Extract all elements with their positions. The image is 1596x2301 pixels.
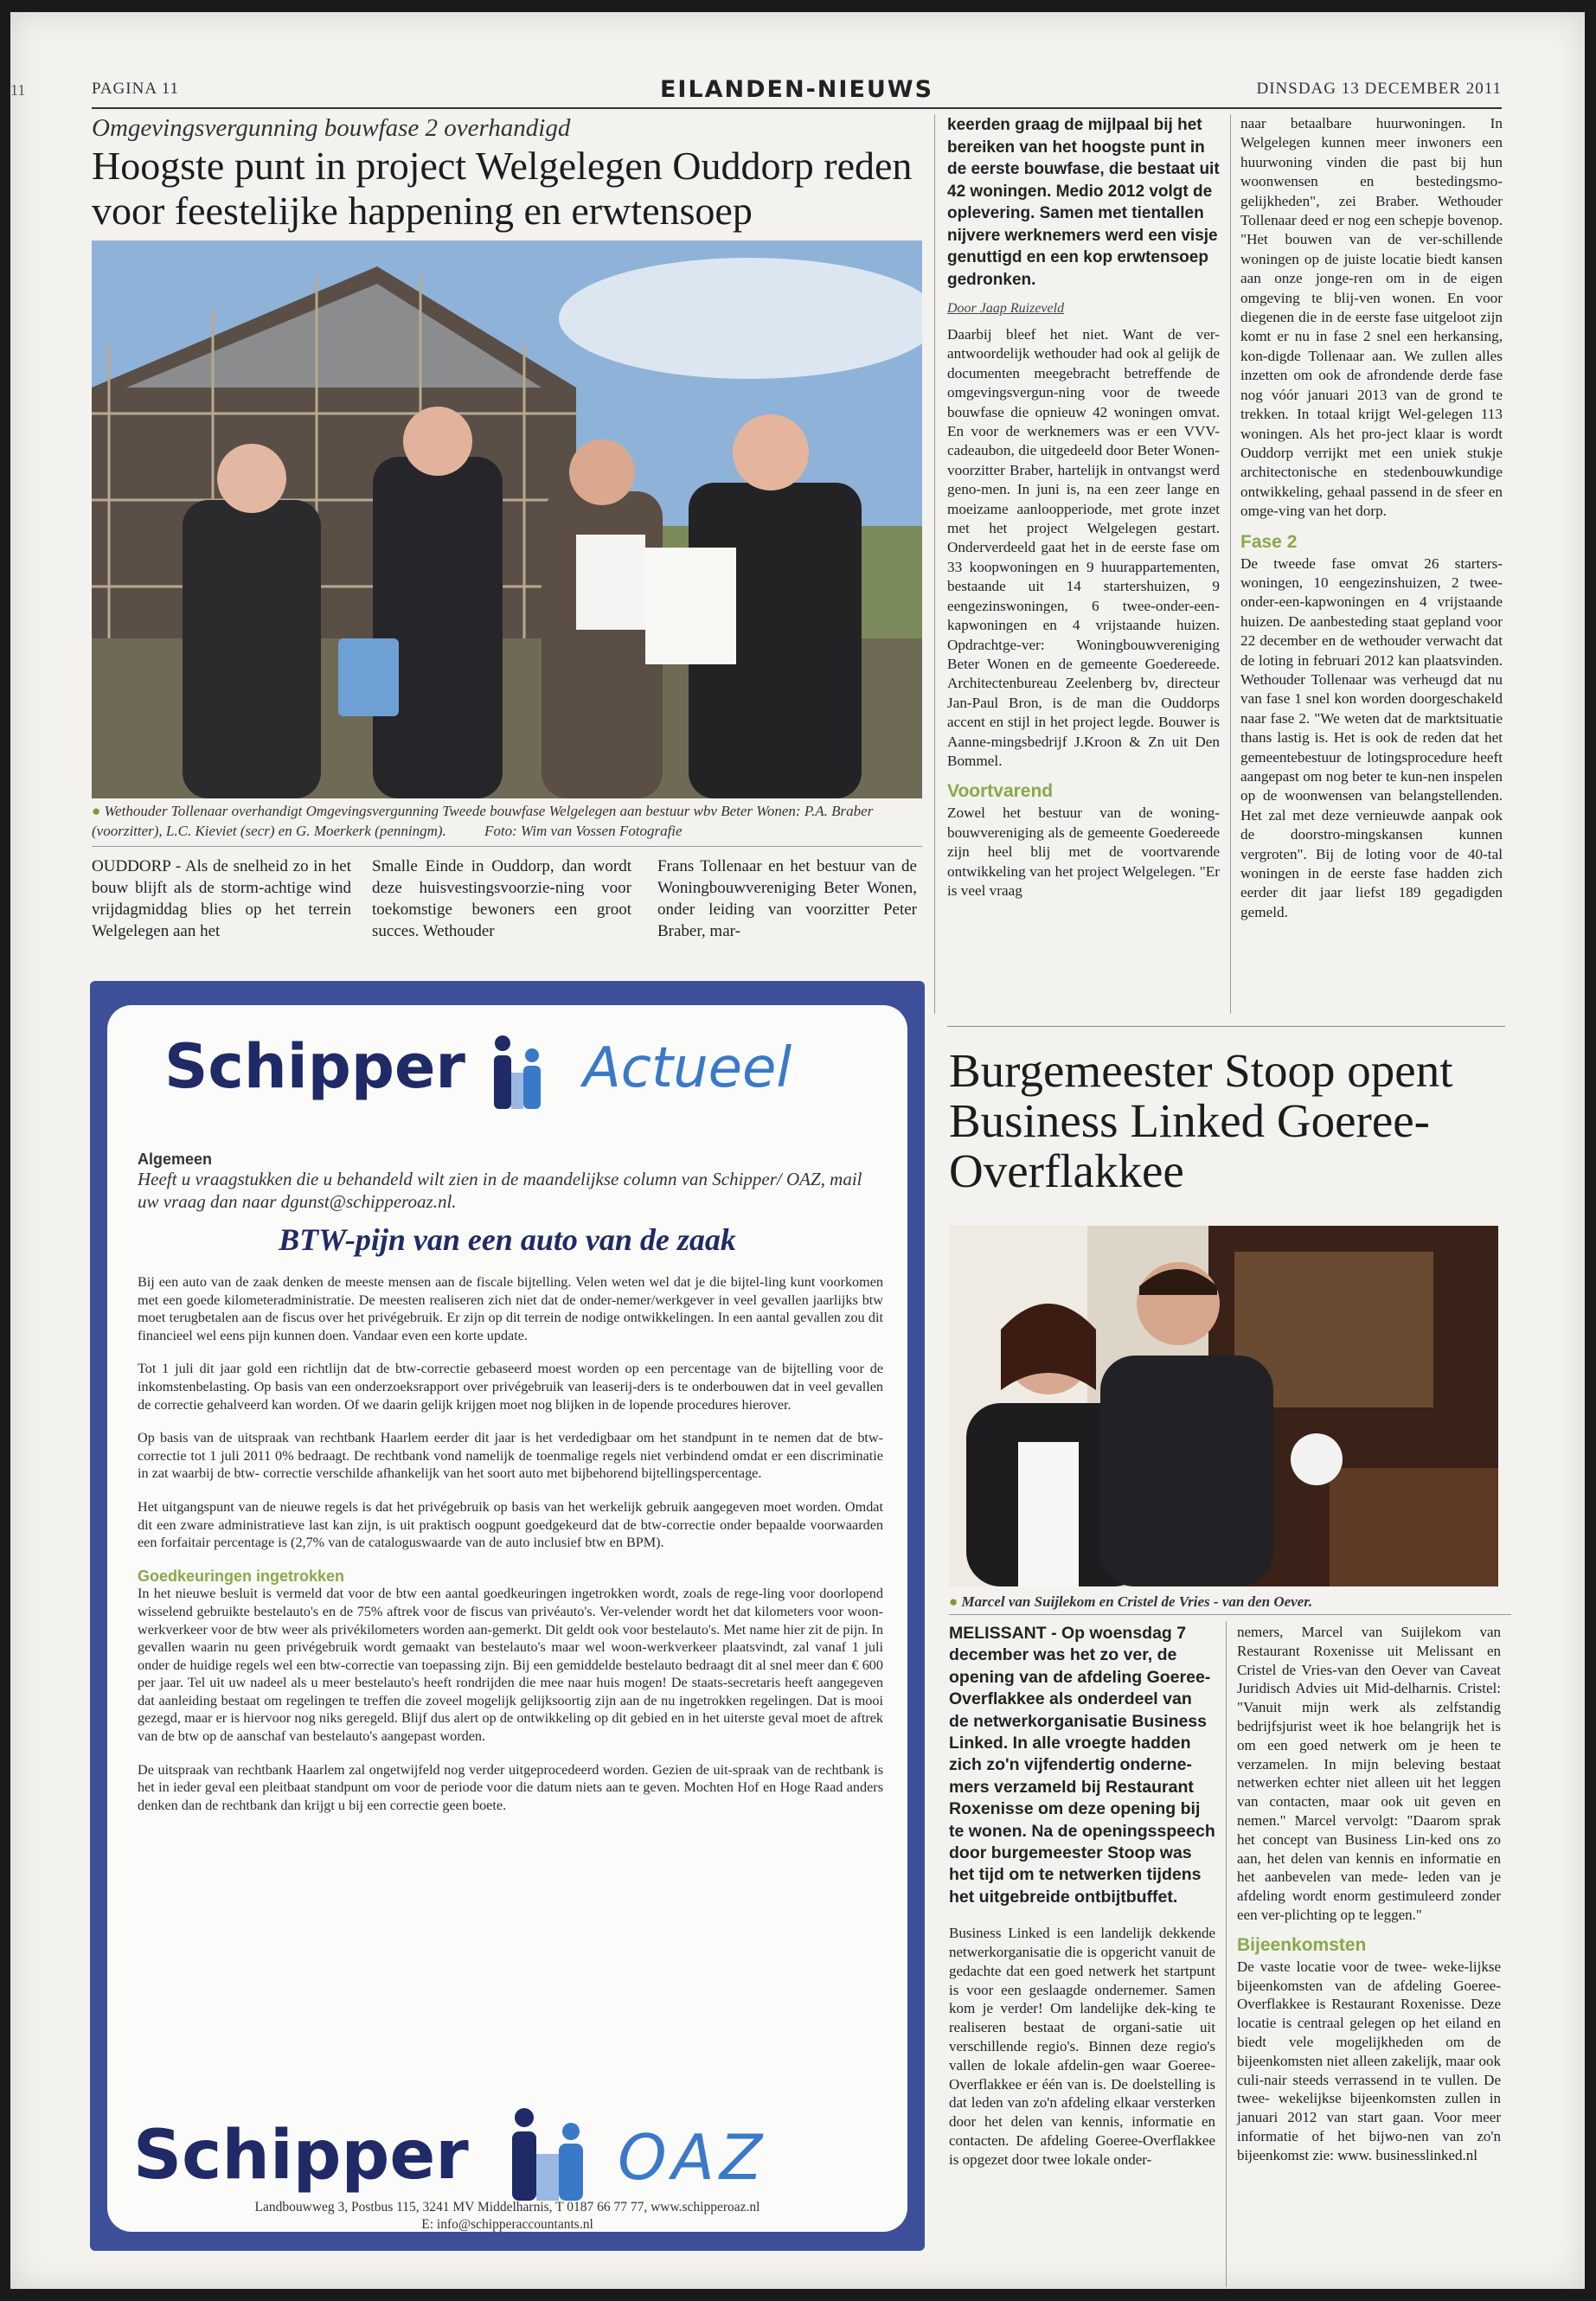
- section-rule: [947, 1026, 1505, 1027]
- article2-caption-text: Marcel van Suijlekom en Cristel de Vries - van den Oever.: [961, 1593, 1313, 1610]
- header-rule: [92, 107, 1502, 109]
- subhead-bijeenkomsten: Bijeenkomsten: [1237, 1934, 1367, 1955]
- article1-body-col5: [1240, 114, 1503, 522]
- newspaper-page: [10, 12, 1585, 2289]
- article2-caption: [949, 1592, 1511, 1612]
- article2-photo: [949, 1226, 1498, 1586]
- bullet-icon: ●: [949, 1593, 958, 1610]
- article2-lead: MELISSANT - Op woensdag 7 december was het zo ver, de opening van de afdeling Goeree-Overflakkee als onderdeel van de netwerkorganisatie Business Linked. In alle vroegte hadden zich zo'n vijfendertig onderne-mers verzameld bij Restaurant Roxenisse om deze opening bij te wonen. Na de openingsspeech door burgemeester Stoop was het tijd om te netwerken tijdens het uitgebreide ontbijtbuffet.: [949, 1624, 1215, 1907]
- ad-body: [138, 1273, 883, 1830]
- caption2-rule: [949, 1614, 1511, 1615]
- paragraph: De vaste locatie voor de twee- weke-lijkse bijeenkomsten van de afdeling Goeree-Overflakkee is Restaurant Roxenisse. Deze locatie is centraal gelegen op het eiland en biedt vele mogelijkheden om de bijeenkomsten niet alleen zakelijk, maar ook culi-nair steeds verrassend in te vullen. De twee- wekelijkse bijeenkomsten zullen in januari 2012 van start gaan. Voor meer informatie of het bijwo-nen van zo'n bijeenkomst zie: www. businesslinked.nl: [1237, 1958, 1501, 2163]
- article2-col2: [1237, 1623, 1501, 2165]
- ad-paragraph: Bij een auto van de zaak denken de meeste mensen aan de fiscale bijtelling. Velen weten wel dat je die bijtel-ling kunt voorkomen met een goede kilometeradministratie. De meesten realiseren zich niet dat de onder-nemer/werkgever in veel gevallen jaarlijks btw moet terugbetalen aan de fiscus over het privégebruik. Er zijn op dit terrein de nodige ontwikkelingen. In een aantal gevallen zou dit financieel wel eens pijn kunnen doen. Vandaar even een korte update.: [138, 1274, 883, 1343]
- ad-logo-wordmark: Schipper: [164, 1031, 465, 1102]
- article2-body1: [949, 1924, 1215, 2169]
- article1-lead-col4: keerden graag de mijlpaal bij het bereiken van het hoogste punt in de eerste bouwfase, die bestaat uit 42 woningen. Medio 2012 volgt de oplevering. Samen met tientallen nijvere werknemers werd een visje genuttigd en een kop erwtensoep gedronken.: [947, 116, 1220, 289]
- ad-footer-tagline: OAZ: [618, 2121, 768, 2194]
- paragraph: De tweede fase omvat 26 starters-woningen, 10 eengezinshuizen, 2 twee-onder-een-kapwoningen en 4 vrijstaande huizen. De aanbesteding staat gepland voor 22 december en de wethouder verwacht dat de loting in februari 2012 kan plaatsvinden. Wethouder Tollenaar was verheugd dat nu van fase 1 snel kon worden doorgeschakeld naar fase 2. "We weten dat de marktsituatie thans lastig is. Het is ook de reden dat het gemeentebestuur de lotingsprocedure heeft aangepast om nog beter te kun-nen inspelen op de woonwensen van belangstellenden. Het zal met deze vernieuwde aanpak ook de doorstro-mingskansen kunnen vergroten". Bij de loting voor de 40-tal woningen in de eerste fase hadden zich eerder dit jaar liefst 189 gegadigden gemeld.: [1240, 554, 1503, 920]
- article1-caption-text: Wethouder Tollenaar overhandigt Omgevingsvergunning Tweede bouwfase Welgelegen aan bestuur wbv Beter Wonen: P.A. Braber (voorzitter), L.C. Kieviet (secr) en G. Moerkerk (penningm).: [92, 803, 874, 839]
- article1-lead-col1: OUDDORP - Als de snelheid zo in het bouw blijft als de storm-achtige wind vrijdagmiddag blies op het terrein Welgelegen aan het: [92, 857, 351, 940]
- article1-kicker: Omgevingsvergunning bouwfase 2 overhandigd: [92, 114, 571, 142]
- issue-date: DINSDAG 13 DECEMBER 2011: [1256, 80, 1502, 98]
- page-label: PAGINA 11: [92, 80, 180, 98]
- ad-panel: [107, 1005, 907, 2232]
- paragraph: nemers, Marcel van Suijlekom van Restaurant Roxenisse uit Melissant en Cristel de Vries-van den Oever van Caveat Juridisch Advies uit Mid-delharnis. Cristel: "Vanuit mijn werk als zelfstandig bedrijfsjurist weet ik hoe belangrijk het is om een goed netwerk om je heen te verzamelen. In mijn beleving bestaat netwerken echter niet alleen uit het leggen van contacten, maar ook uit geven en nemen." Marcel vervolgt: "Daarom sprak het concept van Business Lin-ked ons zo aan, het delen van kennis en informatie en het aanbevelen van mede- leden van je afdeling wordt enorm gestimuleerd zonder een ver-plichting op te leggen.": [1237, 1624, 1501, 1923]
- photo-illustration: [92, 240, 922, 798]
- ad-logo-tagline: Actueel: [583, 1036, 792, 1100]
- ad-intro: Heeft u vraagstukken die u behandeld wilt zien in de maandelijkse column van Schipper/ OAZ, mail uw vraag dan naar dgunst@schipperoaz.nl.: [138, 1169, 862, 1212]
- ad-paragraph: In het nieuwe besluit is vermeld dat voor de btw een aantal goedkeuringen ingetrokken wordt, zoals de rege-ling voor doorlopend wisselend gebruikte bestelauto's en de 75% aftrek voor de fiscus van privéauto's. Ver-velender wordt het dat kilometers voor woon-werkverkeer voor de btw weer als privékilometers worden aan-gemerkt. Dit geldt ook voor bestelauto's. Met name hier zit de pijn. In gevallen waarin nu geen privégebruik wordt gemaakt van bestelauto's maar wel woon-werkverkeer plaatsvindt, zal vanaf 1 juli onder de huidige regels wel een btw-correctie van toepassing zijn. Bij een gemiddelde bestelauto bedraagt dit al snel meer dan € 600 per jaar. Tel uit uw nadeel als u meer bestelauto's heeft rondrijden die mee naar huis mogen! De staats-secretaris heeft aangegeven dat aanleiding bestaat om regelingen te treffen die zoveel mogelijk gelijksoortig zijn aan de nu ingetrokken regelingen. Dat is mooi gezegd, maar er is hiervoor nog niks geregeld. Blijf dus alert op de ontwikkeling op dit gebied en in het uiterste geval moet de aftrek van de btw op de aanschaf van bestelauto's aangepast worden.: [138, 1586, 883, 1745]
- article1-body-col4: [947, 325, 1220, 771]
- article1-body-voortvarend: [947, 804, 1220, 901]
- paragraph: naar betaalbare huurwoningen. In Welgelegen kunnen meer inwoners een huurwoning vinden die past bij hun woonwensen en bestedingsmo-gelijkheden", zei Braber. Wethouder Tollenaar deed er nog een schepje bovenop. "Het bouwen van de ver-schillende woningen op de juiste locatie biedt kansen aan onze jonge-ren om in de eigen omgeving te blij-ven wonen. En voor diegenen die in de eerste fase uitgeloot zijn komt er nu in fase 2 snel een herkansing, kon-digde Tollenaar aan. We zullen alles inzetten om ook de afrondende derde fase nog vóór januari 2013 van de grond te trekken. In totaal krijgt Wel-gelegen 113 woningen. Als het pro-ject klaar is wordt Ouddorp verrijkt met een uniek stukje architectonische en stedenbouwkundige ontwikkeling, gehaal passend in de sfeer en omge-ving van het dorp.: [1240, 115, 1503, 520]
- family-logo-large-icon: [488, 2102, 609, 2206]
- article1-caption: [92, 801, 922, 841]
- ad-paragraph: Op basis van de uitspraak van rechtbank Haarlem eerder dit jaar is het verdedigbaar om het standpunt in te nemen dat de btw-correctie tot 1 juli 2011 0% bedraagt. De rechtbank vond namelijk de toenmalige regels niet verbindend omdat er een discriminatie in zat waarbij de btw- correctie verschilde afhankelijk van het soort auto met bijbehorend bijtellingspercentage.: [138, 1430, 883, 1482]
- schipper-advertisement: [90, 981, 925, 2251]
- masthead: EILANDEN-NIEUWS: [659, 76, 934, 103]
- photo2-illustration: [949, 1226, 1498, 1586]
- article2-body3: [1237, 1958, 1501, 2165]
- article1-col5: [1240, 114, 1503, 922]
- paragraph: Zowel het bestuur van de woning-bouwvereniging als de gemeente Goedereede zijn heel blij met de voortvarende ontwikkeling van het project Welgelegen. "Er is veel vraag: [947, 804, 1220, 899]
- article2-col1: [949, 1623, 1215, 2170]
- ad-subhead: Goedkeuringen ingetrokken: [138, 1567, 345, 1585]
- article1-lead-col3: Frans Tollenaar en het bestuur van de Woningbouwvereniging Beter Wonen, onder leiding van voorzitter Peter Braber, mar-: [657, 857, 917, 940]
- ad-paragraph: Tot 1 juli dit jaar gold een richtlijn dat de btw-correctie gebaseerd moest worden op een percentage van de bijtelling voor de inkomstenbelasting. Op basis van een onderzoeksrapport over privégebruik van leaserij-ders is te onderbouwen dat in veel gevallen de correctie gehalveerd kan worden. Of we daarin gelijk krijgen moet nog blijken in de lopende procedures hierover.: [138, 1361, 883, 1413]
- article2-body2: [1237, 1623, 1501, 1925]
- article1-photo: [92, 240, 922, 798]
- edge-page-number: 11: [10, 81, 26, 99]
- article1-body-fase2: [1240, 554, 1503, 923]
- column-divider: [1230, 114, 1231, 1014]
- column-divider: [934, 114, 935, 1014]
- subhead-fase2: Fase 2: [1240, 531, 1298, 552]
- page-header: [92, 76, 1502, 109]
- ad-email: E: info@schipperaccountants.nl: [421, 2217, 593, 2232]
- column-divider: [1226, 1621, 1227, 2287]
- ad-paragraph: De uitspraak van rechtbank Haarlem zal ongetwijfeld nog verder uitgeprocedeerd worden. Gezien de uit-spraak van de rechtbank is het in ieder geval een pleitbaat standpunt om voor de periode voor die datum niets aan te geven. Mochten Hof en Hoge Raad anders denken dan de rechtbank dan krijgt u bij een correctie geen boete.: [138, 1761, 883, 1813]
- subhead-voortvarend: Voortvarend: [947, 781, 1054, 802]
- article1-byline: Door Jaap Ruizeveld: [947, 301, 1065, 316]
- article1-photo-credit: Foto: Wim van Vossen Fotografie: [484, 823, 683, 839]
- family-logo-icon: [475, 1029, 561, 1116]
- ad-section-label: Algemeen: [138, 1150, 213, 1168]
- paragraph: Daarbij bleef het niet. Want de ver-antwoordelijk wethouder had ook al gelijk de documenten meegebracht betreffende de omgevingsvergun-ning voor de tweede bouwfase die opnieuw 42 woningen omvat. En voor de werknemers was er een VVV-cadeaubon, die uitgedeeld door Beter Wonen-voorzitter Braber, hartelijk in ontvangst werd geno-men. In juni is, na een zeer lange en moeizame aanloopperiode, met grote inzet met het project Welgelegen gestart. Onderverdeeld gaat het in de eerste fase om 33 koopwoningen en 9 huurappartementen, bestaande uit 14 startershuizen, 9 eengezinswoningen, 6 twee-onder-een-kapwoningen en 4 vrijstaande huizen. Opdrachtge-ver: Woningbouwvereniging Beter Wonen en de gemeente Goedereede. Architectenbureau Zeelenberg bv, directeur Jan-Paul Bron, is de man die Ouddorps accent en stijl in het project legde. Bouwer is Aanne-mingsbedrijf J.Kroon & Zn uit Den Bommel.: [947, 326, 1220, 769]
- ad-title: BTW-pijn van een auto van de zaak: [279, 1222, 736, 1257]
- ad-footer-wordmark: Schipper: [133, 2117, 469, 2195]
- ad-paragraph: Het uitgangspunt van de nieuwe regels is dat het privégebruik op basis van het werkelijk gebruik aangegeven moet worden. Omdat dit een zware administratieve last kan zijn, is uit praktisch oogpunt goedgekeurd dat de btw-correctie onder bepaalde voorwaarden een forfaitair percentage is (2,7% van de cataloguswaarde van de auto inclusief btw en BPM).: [138, 1498, 883, 1551]
- bullet-icon: ●: [92, 803, 101, 819]
- article2-headline: Burgemeester Stoop opent Business Linked Goeree-Overflakkee: [949, 1044, 1453, 1197]
- caption-rule: [92, 846, 922, 847]
- paragraph: Business Linked is een landelijk dekkende netwerkorganisatie die is opgericht vanuit de gedachte dat een goed netwerk het startpunt is voor een geslaagde ondernemer. Samen kom je verder! Om landelijke dek-king te realiseren bestaat de organi-satie uit verschillende regio's. Binnen deze regio's vallen de lokale afdelin-gen waar Goeree-Overflakkee er één van is. De doelstelling is dat leden van zo'n afdeling elkaar versterken door het delen van kennis, informatie en contacten. De afdeling Goeree-Overflakkee is opgezet door twee lokale onder-: [949, 1925, 1215, 2168]
- article1-headline: Hoogste punt in project Welgelegen Ouddorp reden voor feestelijke happening en erwtensoep: [92, 144, 913, 233]
- ad-address: [107, 2199, 907, 2234]
- article1-lead-col2: Smalle Einde in Ouddorp, dan wordt deze huisvestingsvoorzie-ning voor toekomstige bewoners een groot succes. Wethouder: [372, 857, 631, 940]
- article1-col4: [947, 114, 1220, 901]
- ad-address-line: Landbouwweg 3, Postbus 115, 3241 MV Middelharnis, T 0187 66 77 77, www.schipperoaz.nl: [254, 2200, 760, 2214]
